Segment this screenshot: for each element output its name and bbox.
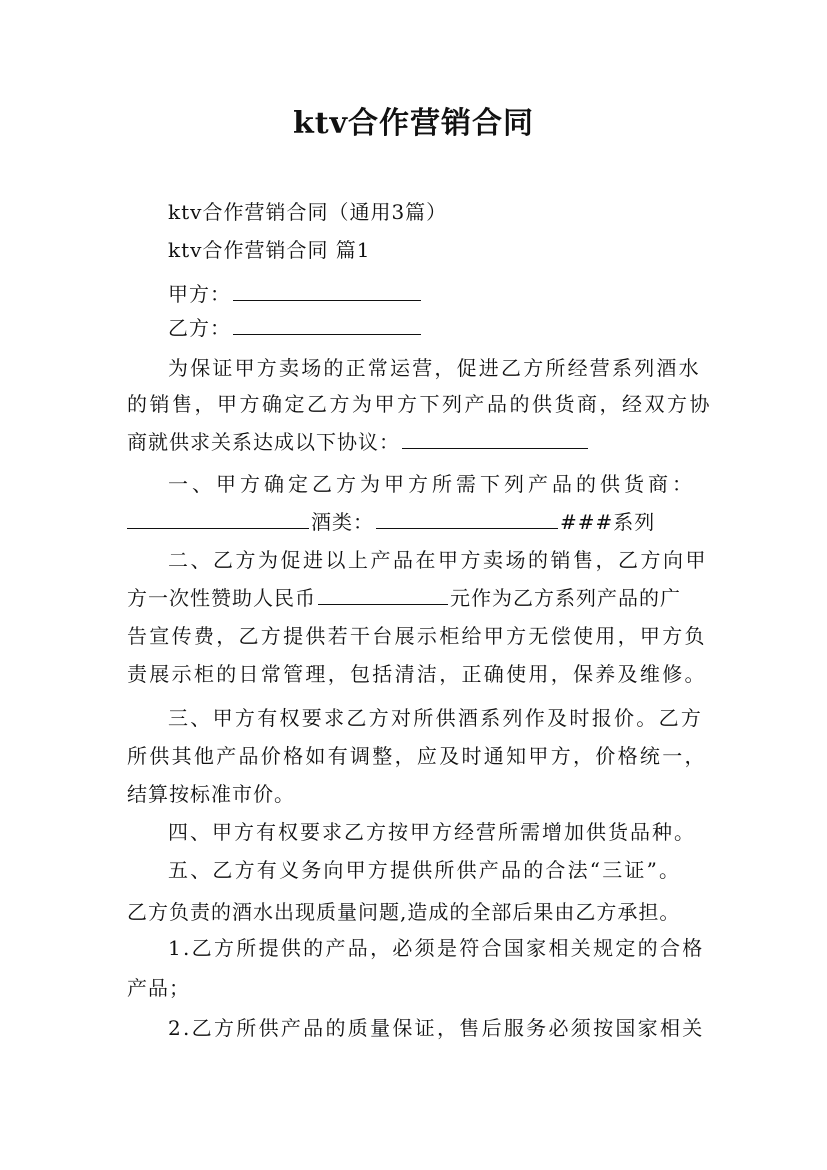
preamble-blank [402,428,588,449]
preamble-line-3-text: 商就供求关系达成以下协议： [127,430,400,454]
item-1-line-1: 1.乙方所提供的产品，必须是符合国家相关规定的合格 [168,936,705,960]
clause-2-line-2 [127,584,681,612]
clause-3-line-2: 所供其他产品价格如有调整，应及时通知甲方，价格统一， [127,744,707,768]
item-1-line-2: 产品； [127,976,190,1000]
preamble-line-1: 为保证甲方卖场的正常运营，促进乙方所经营系列酒水 [168,356,701,380]
clause-2-line-4: 责展示柜的日常管理，包括清洁，正确使用，保养及维修。 [127,662,707,686]
preamble-line-3 [127,428,590,456]
party-b-line [168,314,423,342]
clause-3-line-1: 三、甲方有权要求乙方对所供酒系列作及时报价。乙方 [168,706,704,730]
item-2-line-1: 2.乙方所供产品的质量保证，售后服务必须按国家相关 [168,1016,705,1040]
clause-2-amount-label: 方一次性赞助人民币 [127,586,316,610]
clause-5-line-2: 乙方负责的酒水出现质量问题,造成的全部后果由乙方承担。 [127,900,681,924]
clause-2-line-3: 告宣传费，乙方提供若干台展示柜给甲方无偿使用，甲方负 [127,624,707,648]
clause-2-line-1: 二、乙方为促进以上产品在甲方卖场的销售，乙方向甲 [168,548,708,572]
clause-1-line-1: 一、甲方确定乙方为甲方所需下列产品的供货商： [168,472,696,496]
party-b-label: 乙方： [168,316,231,340]
party-a-label: 甲方： [168,282,231,306]
clause-5-line-1: 五、乙方有义务向甲方提供所供产品的合法“三证”。 [168,858,682,882]
party-b-blank [233,314,421,335]
clause-1-blank-2 [376,508,558,529]
clause-1-line-2 [127,508,655,536]
clause-2-amount-blank [318,584,448,605]
document-title: ktv合作营销合同 [292,106,535,141]
clause-2-amount-suffix: 元作为乙方系列产品的广 [450,586,681,610]
party-a-blank [233,280,421,301]
section-heading: ktv合作营销合同 篇1 [168,238,371,262]
clause-3-line-3: 结算按标准市价。 [127,782,295,806]
preamble-line-2: 的销售，甲方确定乙方为甲方下列产品的供货商，经双方协 [127,392,712,416]
clause-1-series-label: ###系列 [560,510,656,534]
party-a-line [168,280,423,308]
document-subtitle: ktv合作营销合同（通用3篇） [168,200,448,224]
clause-4: 四、甲方有权要求乙方按甲方经营所需增加供货品种。 [168,820,696,844]
clause-1-wine-label: 酒类： [311,510,374,534]
clause-1-blank-1 [127,508,309,529]
